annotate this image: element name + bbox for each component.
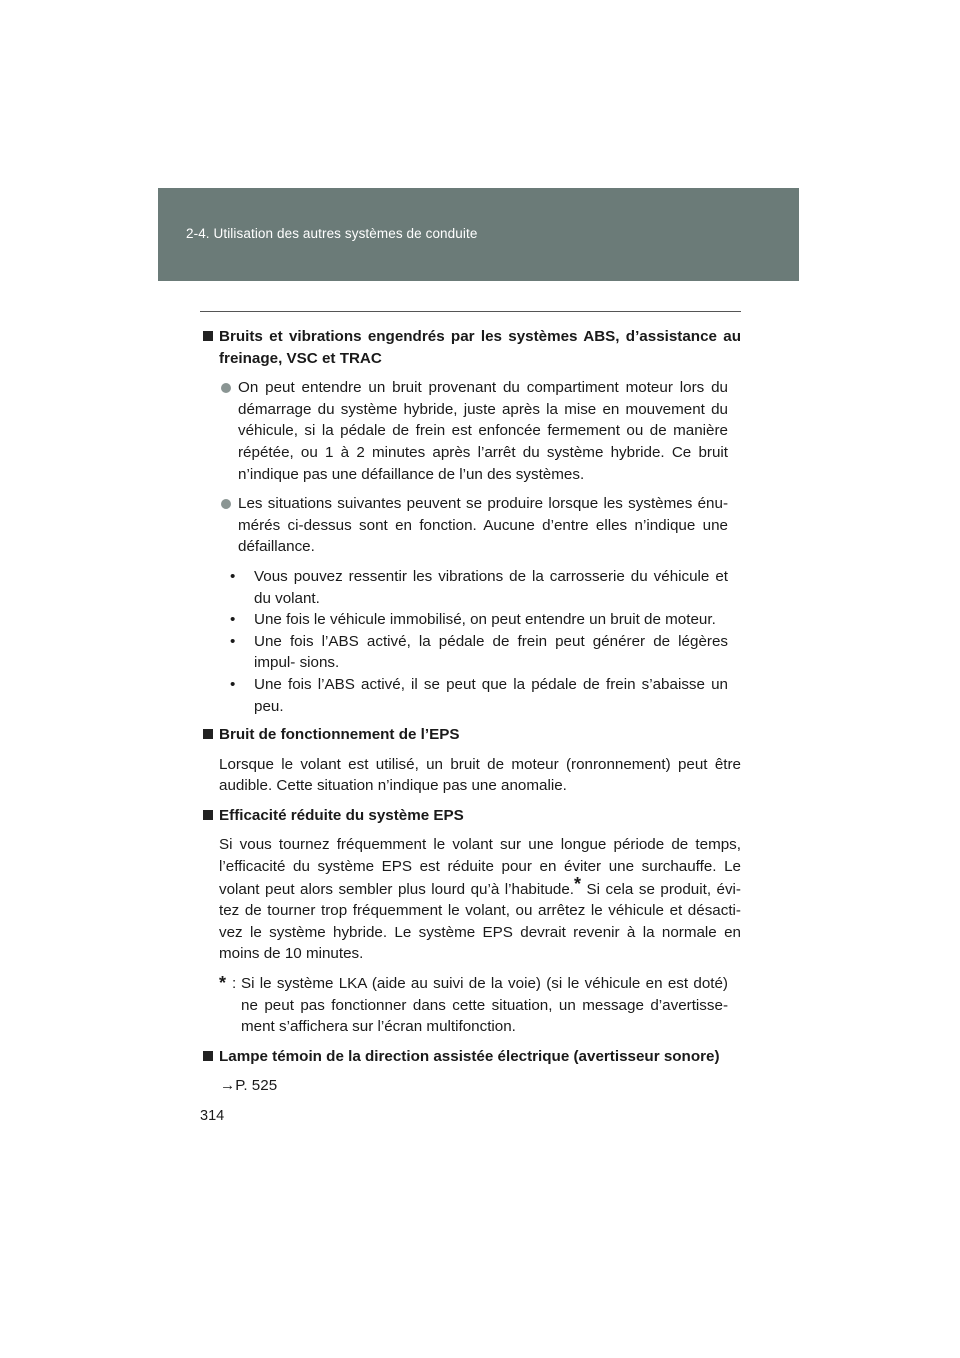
square-bullet-icon (203, 729, 213, 739)
bullet-item (200, 493, 741, 558)
circle-bullet-icon (221, 383, 231, 393)
bullet-text: Les situations suivantes peuvent se produire lorsque les systèmes énu- mérés ci-dessus sont en fonction. Aucune d’entre elles n’indique une défaillance. (238, 495, 728, 556)
square-bullet-icon (203, 810, 213, 820)
list-item-text: Vous pouvez ressentir les vibrations de la carrosserie du véhicule et du volant. (254, 567, 728, 607)
list-item (200, 609, 741, 631)
paragraph-text: Si vous tournez fréquemment le volant sur une longue période de temps, l’efficacité du système EPS est réduite pour en éviter une surchauffe. Le volant peut alors sembler plus lourd qu’à l’habitude. (219, 836, 741, 898)
bullet-text: On peut entendre un bruit provenant du compartiment moteur lors du démarrage du système hybride, juste après la mise en mouvement du véhicule, si la pédale de frein est enfoncée fermement ou de manière répétée, ou 1 à 2 minutes après l’arrêt du système hybride. Ce bruit n’indique pas une défaillance de l’un des systèmes. (238, 379, 728, 483)
paragraph-text: Si cela se produit, évi- tez de tourner trop fréquemment le volant, ou arrêtez le véhicule et désacti- vez le système hybride. Le système EPS devrait revenir à la normale en moins de 10 minutes. (219, 880, 741, 963)
asterisk-marker: * (219, 973, 227, 994)
heading-eps-noise-text: Bruit de fonctionnement de l’EPS (219, 726, 460, 744)
heading-eps-reduced (200, 805, 741, 827)
heading-abs (200, 326, 741, 369)
sub-list (200, 566, 741, 717)
page-number: 314 (200, 1108, 225, 1124)
divider (200, 311, 741, 312)
footnote (200, 973, 741, 1038)
heading-eps-noise (200, 724, 741, 746)
chapter-header (158, 188, 799, 281)
dot-marker: • (230, 675, 236, 693)
dot-marker: • (230, 567, 236, 585)
heading-lamp (200, 1046, 741, 1068)
footnote-text: Si le système LKA (aide au suivi de la voie) (si le véhicule en est doté) ne peut pas fonctionner dans cette situation, un message d’avertisse- ment s’affichera sur l’écran multifonction. (241, 975, 728, 1036)
square-bullet-icon (203, 1051, 213, 1061)
heading-abs-text: Bruits et vibrations engendrés par les systèmes ABS, d’assistance au freinage, VSC et TRAC (219, 328, 741, 367)
paragraph: Lorsque le volant est utilisé, un bruit de moteur (ronronnement) peut être audible. Cette situation n’indique pas une anomalie. (219, 755, 741, 795)
square-bullet-icon (203, 331, 213, 341)
paragraph (200, 834, 741, 965)
heading-eps-reduced-text: Efficacité réduite du système EPS (219, 806, 464, 824)
page-reference-link[interactable]: →P. 525 (220, 1077, 278, 1095)
list-item (200, 674, 741, 717)
footnote-colon: : (232, 975, 237, 993)
dot-marker: • (230, 632, 236, 650)
list-item-text: Une fois l’ABS activé, la pédale de frein peut générer de légères impul- sions. (254, 632, 728, 672)
heading-lamp-text: Lampe témoin de la direction assistée électrique (avertisseur sonore) (219, 1047, 720, 1065)
circle-bullet-icon (221, 499, 231, 509)
list-item (200, 566, 741, 609)
asterisk-marker: * (574, 873, 582, 894)
list-item-text: Une fois l’ABS activé, il se peut que la pédale de frein s’abaisse un peu. (254, 675, 728, 715)
bullet-item (200, 377, 741, 485)
dot-marker: • (230, 611, 236, 629)
list-item (200, 631, 741, 674)
section-title: 2-4. Utilisation des autres systèmes de conduite (186, 226, 478, 241)
page-content (200, 326, 741, 1097)
list-item-text: Une fois le véhicule immobilisé, on peut entendre un bruit de moteur. (254, 611, 716, 629)
